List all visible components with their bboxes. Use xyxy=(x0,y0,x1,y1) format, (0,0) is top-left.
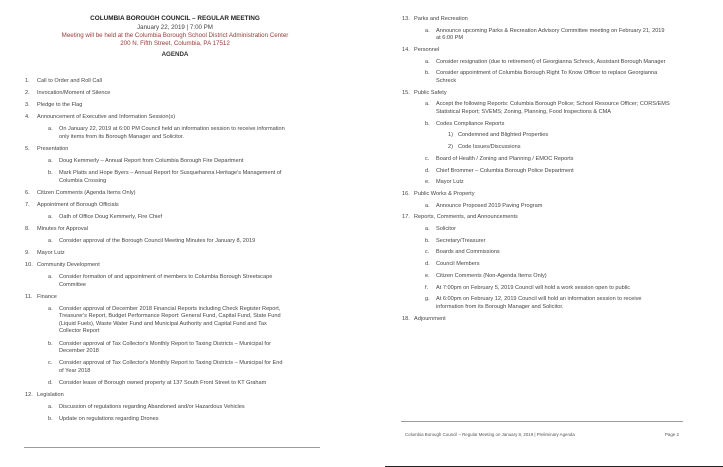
agenda-item-label: Reports, Comments, and Announcements xyxy=(414,214,518,221)
agenda-item-label: Citizen Comments (Agenda Items Only) xyxy=(37,189,136,196)
agenda-item xyxy=(25,392,64,400)
agenda-item-number: 10. xyxy=(25,261,33,268)
agenda-item-label: Minutes for Approval xyxy=(37,225,88,232)
agenda-item-label: Presentation xyxy=(37,145,69,152)
agenda-item xyxy=(25,78,102,86)
subitem-text: information from its Borough Manager and Solicitor. xyxy=(436,303,564,310)
agenda-item xyxy=(25,202,119,210)
agenda-item xyxy=(25,262,100,270)
agenda-item-label: Invocation/Moment of Silence xyxy=(37,90,111,97)
agenda-item-label: Mayor Lutz xyxy=(37,249,65,256)
agenda-item-label: Public Works & Property xyxy=(414,190,475,197)
sub-subitem-number: 1) xyxy=(448,132,453,139)
agenda-item xyxy=(25,226,88,234)
subitem-text: Collector Report xyxy=(59,328,100,335)
subitem-letter: d. xyxy=(425,167,430,174)
agenda-item-number: 14. xyxy=(402,47,410,53)
subitem-letter: a. xyxy=(425,27,430,34)
subitem-letter: a. xyxy=(48,403,53,410)
sub-subitem-label: Code Issues/Discussions xyxy=(458,144,521,151)
agenda-item-number: 3. xyxy=(25,102,30,109)
subitem-text: only items from its Borough Manager and Solicitor. xyxy=(59,133,184,140)
subitem-text: Committee xyxy=(59,281,87,288)
agenda-item xyxy=(402,214,518,222)
subitem-text: Announce Proposed 2019 Paving Program xyxy=(436,202,543,209)
subitem-letter: a. xyxy=(425,58,430,65)
subitem-text: Consider formation of and appointment of members to Columbia Borough Streetscape xyxy=(59,273,273,280)
agenda-item xyxy=(25,102,82,110)
subitem-letter: c. xyxy=(425,155,430,162)
subitem-text: Statistical Report; SVEMS; Zoning, Planning, Food Inspections & CMA xyxy=(436,108,612,115)
subitem-text: Boards and Commissions xyxy=(436,249,500,256)
agenda-item-label: Call to Order and Roll Call xyxy=(37,78,102,84)
subitem-text: At 7:00pm on February 5, 2019 Council will hold a work session open to public xyxy=(436,284,631,291)
footer-text: Columbia Borough Council – Regular Meeting on January 8, 2019 | Preliminary Agenda xyxy=(405,432,575,437)
subitem-text: Schreck xyxy=(436,77,457,84)
agenda-item xyxy=(25,190,136,198)
subitem-letter: e. xyxy=(425,179,430,186)
subitem-letter: a. xyxy=(48,213,53,220)
subitem-letter: b. xyxy=(425,120,430,127)
subitem-text: Solicitor xyxy=(436,226,456,232)
subitem-letter: g. xyxy=(425,296,430,303)
agenda-item-label: Pledge to the Flag xyxy=(37,102,83,109)
agenda-sub-subitem xyxy=(448,144,521,152)
agenda-item-number: 8. xyxy=(25,225,30,232)
subitem-text: Consider approval of Tax Collector's Monthly Report to Taxing Districts – Municipal for End xyxy=(59,360,283,367)
subitem-text: Consider approval of December 2018 Financial Reports including Check Register Report, xyxy=(59,305,281,312)
subitem-letter: a. xyxy=(425,202,430,209)
subitem-letter: b. xyxy=(48,169,53,176)
agenda-sub-subitem xyxy=(448,132,548,140)
agenda-item xyxy=(25,146,68,154)
agenda-item-number: 5. xyxy=(25,145,30,152)
agenda-item-label: Parks and Recreation xyxy=(414,16,468,22)
subitem-letter: a. xyxy=(48,237,53,244)
subitem-letter: d. xyxy=(425,261,430,268)
agenda-item-label: Appointment of Borough Officials xyxy=(37,201,119,208)
subitem-text: Update on regulations regarding Drones xyxy=(59,415,159,422)
agenda-item xyxy=(25,294,57,302)
subitem-text: December 2018 xyxy=(59,348,99,355)
subitem-letter: b. xyxy=(425,237,430,244)
subitem-text: Columbia Crossing xyxy=(59,177,107,184)
subitem-letter: c. xyxy=(48,360,53,367)
agenda-item-number: 6. xyxy=(25,189,30,196)
subitem-letter: b. xyxy=(48,415,53,422)
subitem-letter: b. xyxy=(48,340,53,347)
agenda-page-1 xyxy=(0,0,350,467)
agenda-item-number: 15. xyxy=(402,89,410,96)
agenda-item-number: 12. xyxy=(25,391,33,398)
subitem-text: at 6:00 PM xyxy=(436,35,464,42)
subitem-text: Mayor Lutz xyxy=(436,179,464,186)
subitem-letter: a. xyxy=(425,101,430,108)
meeting-location-line1: Meeting will be held at the Columbia Borough School District Administration Center xyxy=(61,32,289,39)
agenda-item xyxy=(25,114,175,122)
subitem-text: Council Members xyxy=(436,261,480,268)
agenda-item xyxy=(25,250,65,258)
agenda-item-label: Adjournment xyxy=(414,315,446,322)
subitem-letter: e. xyxy=(425,272,430,279)
agenda-item xyxy=(25,90,110,98)
subitem-text: Consider approval of Tax Collector's Monthly Report to Taxing Districts – Municipal for xyxy=(59,340,271,347)
subitem-text: Mark Platts and Hope Byers – Annual Report for Susquehanna Heritage's Management of xyxy=(59,169,282,176)
agenda-item-number: 7. xyxy=(25,201,30,208)
agenda-item-label: Public Safety xyxy=(414,89,447,96)
subitem-letter: d. xyxy=(48,379,53,386)
page-bottom-rule xyxy=(24,447,320,448)
agenda-item-number: 17. xyxy=(402,214,410,221)
agenda-item-label: Finance xyxy=(37,293,57,300)
subitem-text: Citizen Comments (Non-Agenda Items Only) xyxy=(436,272,547,279)
subitem-text: Consider approval of the Borough Council Meeting Minutes for January 8, 2019 xyxy=(59,237,256,244)
subitem-letter: a. xyxy=(48,157,53,164)
subitem-text: Chief Brommer – Columbia Borough Police Department xyxy=(436,167,574,174)
agenda-item-number: 4. xyxy=(25,114,30,121)
agenda-item-label: Announcement of Executive and Information Session(s) xyxy=(37,114,176,121)
subitem-text: Board of Health / Zoning and Planning / EMOC Reports xyxy=(436,155,574,162)
subitem-text: Discussion of regulations regarding Abandoned and/or Hazardous Vehicles xyxy=(59,403,245,410)
subitem-text: Oath of Office Doug Kemmerly, Fire Chief xyxy=(59,213,163,220)
subitem-letter: a. xyxy=(425,226,430,232)
subitem-letter: a. xyxy=(48,305,53,312)
subitem-text: Doug Kemmerly – Annual Report from Columbia Borough Fire Department xyxy=(59,157,244,164)
subitem-letter: f. xyxy=(425,284,429,291)
agenda-item-label: Legislation xyxy=(37,391,64,398)
sub-subitem-label: Condemned and Blighted Properties xyxy=(458,132,549,139)
agenda-page-2 xyxy=(355,0,723,467)
agenda-item-number: 9. xyxy=(25,249,30,256)
agenda-heading: AGENDA xyxy=(161,51,189,58)
subitem-letter: b. xyxy=(425,70,430,77)
meeting-title: COLUMBIA BOROUGH COUNCIL – REGULAR MEETING xyxy=(90,15,260,22)
agenda-item xyxy=(402,316,446,324)
agenda-item-number: 2. xyxy=(25,90,30,97)
agenda-item-number: 11. xyxy=(25,293,33,300)
agenda-item xyxy=(402,90,447,98)
agenda-item xyxy=(402,16,468,24)
subitem-text: (Liquid Fuels), Waste Water Fund and Municipal Authority and Capital Fund and Tax xyxy=(59,320,267,327)
subitem-letter: c. xyxy=(425,249,430,256)
agenda-item-number: 18. xyxy=(402,315,410,322)
subitem-text: Codes Compliance Reports xyxy=(436,120,505,127)
subitem-letter: a. xyxy=(48,273,53,280)
agenda-item xyxy=(402,191,475,199)
subitem-text: Consider appointment of Columbia Borough Right To Know Officer to replace Georgianna xyxy=(436,70,658,77)
meeting-location-address: 200 N. Fifth Street, Columbia, PA 17512 xyxy=(120,40,230,47)
subitem-text: Consider resignation (due to retirement) of Georgianna Schreck, Assistant Borough Manager xyxy=(436,58,666,65)
subitem-text: Treasurer's Report, Budget Performance Report: General Fund, Capital Fund, State Fund xyxy=(59,313,281,320)
subitem-letter: a. xyxy=(48,126,53,133)
agenda-item xyxy=(402,47,439,55)
subitem-text: Consider lease of Borough owned property at 137 South Front Street to KT Graham xyxy=(59,379,267,386)
subitem-text: Announce upcoming Parks & Recreation Advisory Committee meeting on February 21, 2019 xyxy=(436,27,665,34)
subitem-text: At 6:00pm on February 12, 2019 Council will hold an information session to receive xyxy=(436,296,642,303)
agenda-item-label: Community Development xyxy=(37,261,100,268)
subitem-text: On January 22, 2019 at 6:00 PM Council held an information session to receive information xyxy=(59,126,285,133)
sub-subitem-number: 2) xyxy=(448,144,453,151)
footer-page-number: Page 2 xyxy=(665,432,679,437)
agenda-item-label: Personnel xyxy=(414,47,440,53)
footer-rule xyxy=(401,421,683,422)
agenda-item-number: 13. xyxy=(402,16,410,22)
agenda-item-number: 1. xyxy=(25,78,30,84)
subitem-text: Secretary/Treasurer xyxy=(436,237,486,244)
subitem-text: of Year 2018 xyxy=(59,367,91,374)
subitem-text: Accept the following Reports: Columbia Borough Police; School Resource Officer; CORS/EMS xyxy=(436,101,670,108)
meeting-date-time: January 22, 2019 | 7:00 PM xyxy=(137,24,213,31)
agenda-item-number: 16. xyxy=(402,190,410,197)
